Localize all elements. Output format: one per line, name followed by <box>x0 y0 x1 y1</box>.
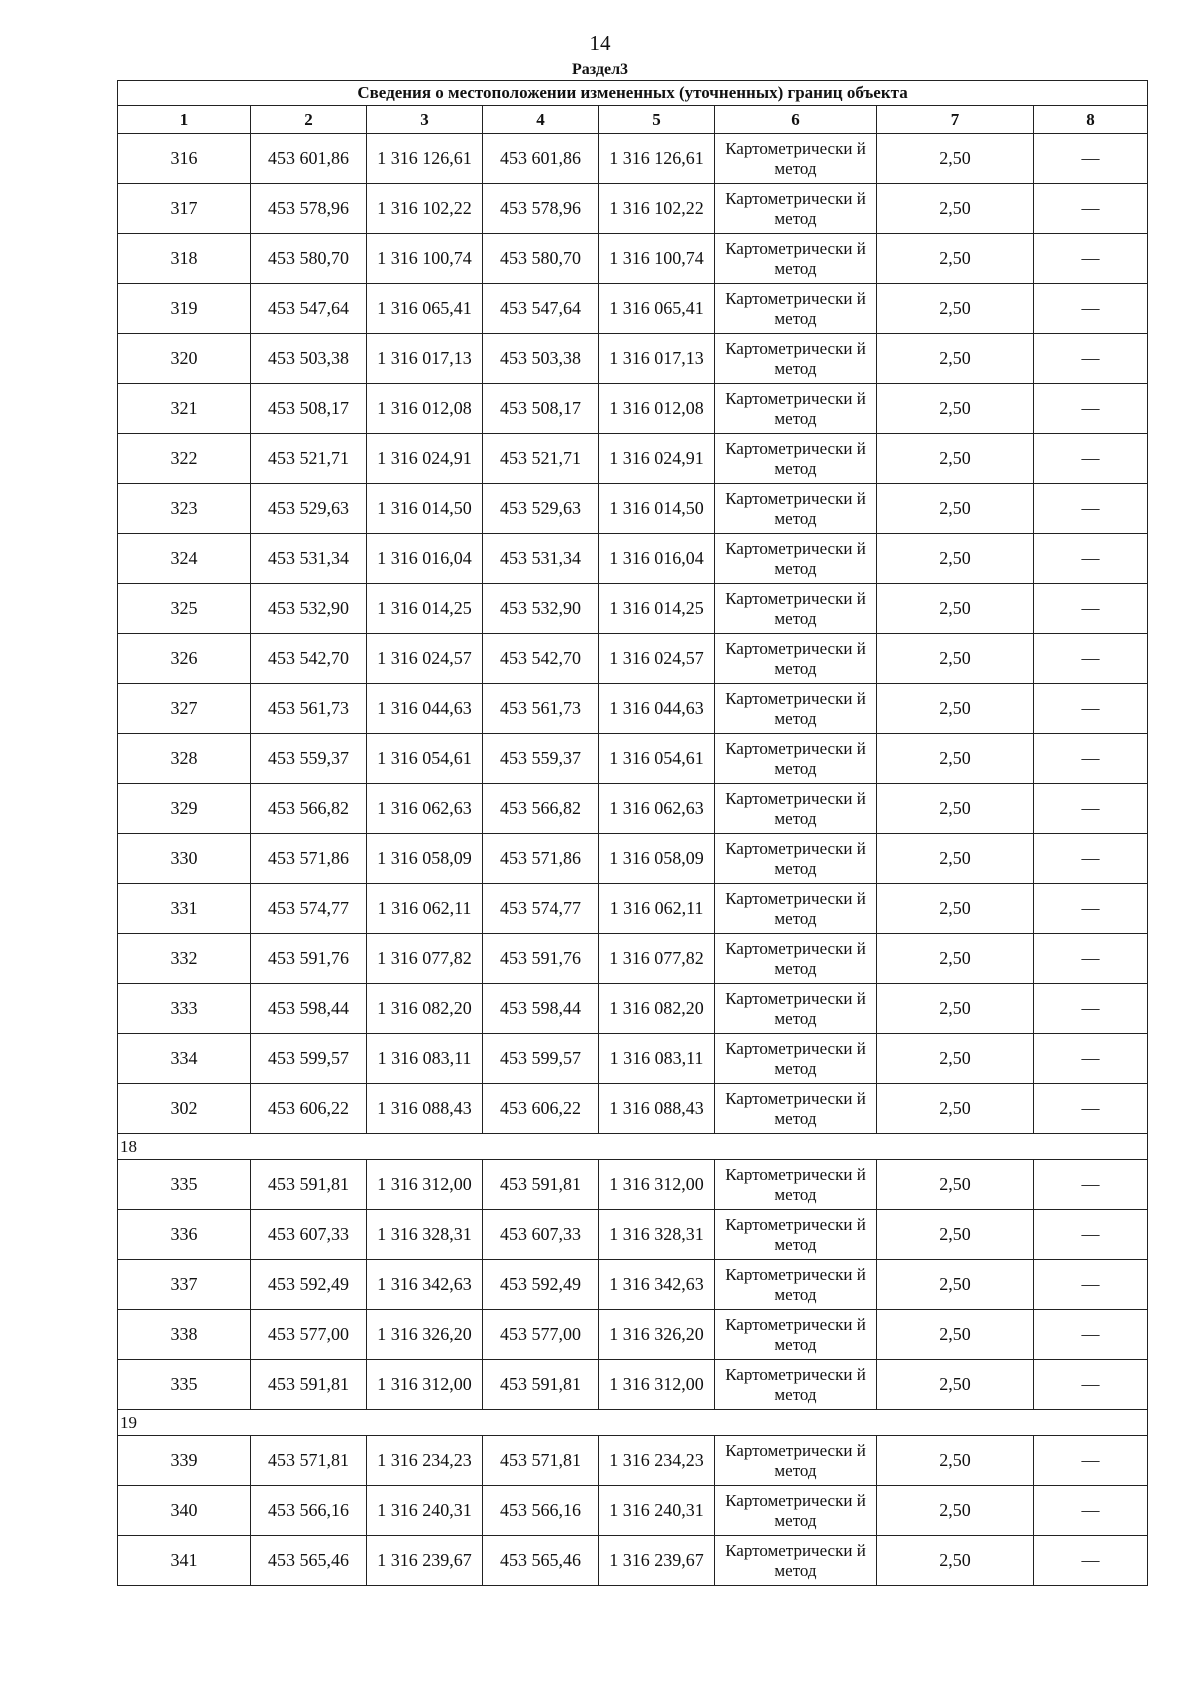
cell-col-4: 453 566,82 <box>483 784 599 834</box>
cell-col-3: 1 316 100,74 <box>367 234 483 284</box>
cell-col-6: Картометрически й метод <box>715 934 877 984</box>
column-header-4: 4 <box>483 106 599 134</box>
cell-col-4: 453 574,77 <box>483 884 599 934</box>
cell-col-7: 2,50 <box>877 834 1034 884</box>
cell-col-5: 1 316 234,23 <box>599 1436 715 1486</box>
cell-col-5: 1 316 102,22 <box>599 184 715 234</box>
cell-col-8: — <box>1034 1536 1148 1586</box>
table-row <box>118 1436 1148 1486</box>
cell-col-7: 2,50 <box>877 734 1034 784</box>
group-label: 18 <box>118 1134 1148 1160</box>
cell-col-1: 336 <box>118 1210 251 1260</box>
table-row <box>118 934 1148 984</box>
cell-col-5: 1 316 014,25 <box>599 584 715 634</box>
cell-col-3: 1 316 342,63 <box>367 1260 483 1310</box>
cell-col-2: 453 566,82 <box>251 784 367 834</box>
cell-col-7: 2,50 <box>877 1034 1034 1084</box>
cell-col-5: 1 316 126,61 <box>599 134 715 184</box>
cell-col-5: 1 316 062,63 <box>599 784 715 834</box>
cell-col-3: 1 316 312,00 <box>367 1360 483 1410</box>
cell-col-7: 2,50 <box>877 534 1034 584</box>
cell-col-4: 453 571,86 <box>483 834 599 884</box>
cell-col-2: 453 578,96 <box>251 184 367 234</box>
cell-col-1: 330 <box>118 834 251 884</box>
cell-col-3: 1 316 240,31 <box>367 1486 483 1536</box>
cell-col-2: 453 542,70 <box>251 634 367 684</box>
cell-col-8: — <box>1034 734 1148 784</box>
cell-col-7: 2,50 <box>877 1260 1034 1310</box>
cell-col-8: — <box>1034 834 1148 884</box>
cell-col-3: 1 316 016,04 <box>367 534 483 584</box>
cell-col-2: 453 599,57 <box>251 1034 367 1084</box>
cell-col-6: Картометрически й метод <box>715 184 877 234</box>
cell-col-3: 1 316 024,57 <box>367 634 483 684</box>
cell-col-6: Картометрически й метод <box>715 1436 877 1486</box>
cell-col-6: Картометрически й метод <box>715 984 877 1034</box>
cell-col-1: 340 <box>118 1486 251 1536</box>
cell-col-1: 317 <box>118 184 251 234</box>
cell-col-2: 453 503,38 <box>251 334 367 384</box>
table-row <box>118 1160 1148 1210</box>
cell-col-3: 1 316 054,61 <box>367 734 483 784</box>
cell-col-5: 1 316 062,11 <box>599 884 715 934</box>
cell-col-4: 453 606,22 <box>483 1084 599 1134</box>
cell-col-7: 2,50 <box>877 1310 1034 1360</box>
column-header-6: 6 <box>715 106 877 134</box>
cell-col-4: 453 571,81 <box>483 1436 599 1486</box>
cell-col-8: — <box>1034 684 1148 734</box>
cell-col-4: 453 561,73 <box>483 684 599 734</box>
cell-col-8: — <box>1034 634 1148 684</box>
cell-col-4: 453 591,81 <box>483 1360 599 1410</box>
cell-col-3: 1 316 126,61 <box>367 134 483 184</box>
cell-col-7: 2,50 <box>877 234 1034 284</box>
table-row <box>118 134 1148 184</box>
cell-col-6: Картометрически й метод <box>715 1034 877 1084</box>
column-header-8: 8 <box>1034 106 1148 134</box>
cell-col-2: 453 607,33 <box>251 1210 367 1260</box>
cell-col-1: 324 <box>118 534 251 584</box>
cell-col-6: Картометрически й метод <box>715 634 877 684</box>
cell-col-7: 2,50 <box>877 184 1034 234</box>
column-header-7: 7 <box>877 106 1034 134</box>
cell-col-4: 453 607,33 <box>483 1210 599 1260</box>
cell-col-5: 1 316 342,63 <box>599 1260 715 1310</box>
cell-col-5: 1 316 044,63 <box>599 684 715 734</box>
cell-col-5: 1 316 088,43 <box>599 1084 715 1134</box>
cell-col-4: 453 578,96 <box>483 184 599 234</box>
cell-col-2: 453 606,22 <box>251 1084 367 1134</box>
cell-col-5: 1 316 312,00 <box>599 1360 715 1410</box>
cell-col-1: 328 <box>118 734 251 784</box>
cell-col-3: 1 316 062,11 <box>367 884 483 934</box>
cell-col-1: 332 <box>118 934 251 984</box>
cell-col-8: — <box>1034 284 1148 334</box>
cell-col-4: 453 508,17 <box>483 384 599 434</box>
cell-col-8: — <box>1034 1160 1148 1210</box>
cell-col-6: Картометрически й метод <box>715 1260 877 1310</box>
cell-col-7: 2,50 <box>877 1084 1034 1134</box>
cell-col-3: 1 316 014,25 <box>367 584 483 634</box>
cell-col-6: Картометрически й метод <box>715 134 877 184</box>
column-header-5: 5 <box>599 106 715 134</box>
cell-col-3: 1 316 062,63 <box>367 784 483 834</box>
cell-col-4: 453 547,64 <box>483 284 599 334</box>
cell-col-2: 453 559,37 <box>251 734 367 784</box>
table-row <box>118 1034 1148 1084</box>
cell-col-1: 329 <box>118 784 251 834</box>
cell-col-3: 1 316 065,41 <box>367 284 483 334</box>
cell-col-3: 1 316 102,22 <box>367 184 483 234</box>
cell-col-7: 2,50 <box>877 1486 1034 1536</box>
cell-col-6: Картометрически й метод <box>715 1310 877 1360</box>
cell-col-3: 1 316 014,50 <box>367 484 483 534</box>
cell-col-8: — <box>1034 484 1148 534</box>
cell-col-3: 1 316 326,20 <box>367 1310 483 1360</box>
cell-col-7: 2,50 <box>877 484 1034 534</box>
cell-col-5: 1 316 017,13 <box>599 334 715 384</box>
cell-col-1: 302 <box>118 1084 251 1134</box>
cell-col-4: 453 531,34 <box>483 534 599 584</box>
cell-col-3: 1 316 083,11 <box>367 1034 483 1084</box>
cell-col-8: — <box>1034 334 1148 384</box>
table-row <box>118 1084 1148 1134</box>
cell-col-8: — <box>1034 984 1148 1034</box>
cell-col-8: — <box>1034 184 1148 234</box>
cell-col-7: 2,50 <box>877 684 1034 734</box>
cell-col-5: 1 316 024,91 <box>599 434 715 484</box>
boundary-table <box>117 80 1148 1586</box>
group-label: 19 <box>118 1410 1148 1436</box>
cell-col-3: 1 316 017,13 <box>367 334 483 384</box>
table-row <box>118 1536 1148 1586</box>
cell-col-5: 1 316 328,31 <box>599 1210 715 1260</box>
cell-col-4: 453 592,49 <box>483 1260 599 1310</box>
cell-col-7: 2,50 <box>877 284 1034 334</box>
cell-col-6: Картометрически й метод <box>715 234 877 284</box>
cell-col-7: 2,50 <box>877 1360 1034 1410</box>
cell-col-6: Картометрически й метод <box>715 334 877 384</box>
cell-col-2: 453 574,77 <box>251 884 367 934</box>
cell-col-6: Картометрически й метод <box>715 284 877 334</box>
cell-col-8: — <box>1034 1210 1148 1260</box>
cell-col-4: 453 601,86 <box>483 134 599 184</box>
table-row <box>118 734 1148 784</box>
cell-col-4: 453 559,37 <box>483 734 599 784</box>
cell-col-2: 453 508,17 <box>251 384 367 434</box>
cell-col-5: 1 316 058,09 <box>599 834 715 884</box>
cell-col-4: 453 599,57 <box>483 1034 599 1084</box>
table-row <box>118 284 1148 334</box>
table-row <box>118 1360 1148 1410</box>
cell-col-8: — <box>1034 1360 1148 1410</box>
column-header-3: 3 <box>367 106 483 134</box>
cell-col-5: 1 316 016,04 <box>599 534 715 584</box>
cell-col-8: — <box>1034 384 1148 434</box>
cell-col-8: — <box>1034 1084 1148 1134</box>
cell-col-5: 1 316 082,20 <box>599 984 715 1034</box>
cell-col-1: 333 <box>118 984 251 1034</box>
cell-col-4: 453 566,16 <box>483 1486 599 1536</box>
group-row <box>118 1410 1148 1436</box>
table-row <box>118 784 1148 834</box>
cell-col-6: Картометрически й метод <box>715 384 877 434</box>
cell-col-5: 1 316 077,82 <box>599 934 715 984</box>
cell-col-1: 319 <box>118 284 251 334</box>
cell-col-7: 2,50 <box>877 134 1034 184</box>
cell-col-8: — <box>1034 1436 1148 1486</box>
cell-col-2: 453 571,86 <box>251 834 367 884</box>
cell-col-7: 2,50 <box>877 584 1034 634</box>
table-row <box>118 984 1148 1034</box>
cell-col-1: 339 <box>118 1436 251 1486</box>
cell-col-2: 453 561,73 <box>251 684 367 734</box>
cell-col-4: 453 591,81 <box>483 1160 599 1210</box>
section-title: Раздел3 <box>571 61 629 78</box>
cell-col-1: 318 <box>118 234 251 284</box>
cell-col-2: 453 566,16 <box>251 1486 367 1536</box>
table-row <box>118 184 1148 234</box>
cell-col-2: 453 547,64 <box>251 284 367 334</box>
cell-col-5: 1 316 054,61 <box>599 734 715 784</box>
cell-col-6: Картометрически й метод <box>715 834 877 884</box>
cell-col-3: 1 316 012,08 <box>367 384 483 434</box>
table-row <box>118 1310 1148 1360</box>
cell-col-8: — <box>1034 784 1148 834</box>
cell-col-4: 453 521,71 <box>483 434 599 484</box>
cell-col-8: — <box>1034 934 1148 984</box>
cell-col-1: 335 <box>118 1360 251 1410</box>
table-row <box>118 584 1148 634</box>
cell-col-2: 453 598,44 <box>251 984 367 1034</box>
cell-col-4: 453 529,63 <box>483 484 599 534</box>
cell-col-5: 1 316 083,11 <box>599 1034 715 1084</box>
table-row <box>118 234 1148 284</box>
table-row <box>118 384 1148 434</box>
cell-col-6: Картометрически й метод <box>715 434 877 484</box>
cell-col-4: 453 542,70 <box>483 634 599 684</box>
cell-col-6: Картометрически й метод <box>715 1084 877 1134</box>
cell-col-1: 321 <box>118 384 251 434</box>
cell-col-1: 341 <box>118 1536 251 1586</box>
cell-col-2: 453 591,81 <box>251 1360 367 1410</box>
cell-col-1: 337 <box>118 1260 251 1310</box>
cell-col-6: Картометрически й метод <box>715 1486 877 1536</box>
cell-col-4: 453 565,46 <box>483 1536 599 1586</box>
cell-col-1: 327 <box>118 684 251 734</box>
cell-col-8: — <box>1034 584 1148 634</box>
table-row <box>118 484 1148 534</box>
cell-col-4: 453 598,44 <box>483 984 599 1034</box>
cell-col-7: 2,50 <box>877 784 1034 834</box>
cell-col-5: 1 316 312,00 <box>599 1160 715 1210</box>
cell-col-2: 453 591,81 <box>251 1160 367 1210</box>
group-row <box>118 1134 1148 1160</box>
cell-col-8: — <box>1034 1486 1148 1536</box>
cell-col-2: 453 591,76 <box>251 934 367 984</box>
cell-col-8: — <box>1034 884 1148 934</box>
table-row <box>118 334 1148 384</box>
cell-col-4: 453 591,76 <box>483 934 599 984</box>
table-row <box>118 434 1148 484</box>
cell-col-5: 1 316 100,74 <box>599 234 715 284</box>
cell-col-5: 1 316 012,08 <box>599 384 715 434</box>
cell-col-7: 2,50 <box>877 1536 1034 1586</box>
cell-col-1: 325 <box>118 584 251 634</box>
table-row <box>118 1486 1148 1536</box>
cell-col-2: 453 565,46 <box>251 1536 367 1586</box>
table-row <box>118 634 1148 684</box>
cell-col-7: 2,50 <box>877 1210 1034 1260</box>
cell-col-6: Картометрически й метод <box>715 584 877 634</box>
cell-col-8: — <box>1034 1034 1148 1084</box>
cell-col-6: Картометрически й метод <box>715 1210 877 1260</box>
cell-col-1: 335 <box>118 1160 251 1210</box>
cell-col-4: 453 532,90 <box>483 584 599 634</box>
column-header-1: 1 <box>118 106 251 134</box>
table-row <box>118 884 1148 934</box>
cell-col-3: 1 316 088,43 <box>367 1084 483 1134</box>
cell-col-7: 2,50 <box>877 1436 1034 1486</box>
cell-col-2: 453 577,00 <box>251 1310 367 1360</box>
cell-col-1: 322 <box>118 434 251 484</box>
cell-col-8: — <box>1034 134 1148 184</box>
cell-col-8: — <box>1034 534 1148 584</box>
cell-col-5: 1 316 239,67 <box>599 1536 715 1586</box>
cell-col-8: — <box>1034 234 1148 284</box>
cell-col-1: 316 <box>118 134 251 184</box>
cell-col-3: 1 316 077,82 <box>367 934 483 984</box>
cell-col-6: Картометрически й метод <box>715 884 877 934</box>
cell-col-3: 1 316 082,20 <box>367 984 483 1034</box>
cell-col-6: Картометрически й метод <box>715 534 877 584</box>
cell-col-6: Картометрически й метод <box>715 484 877 534</box>
cell-col-5: 1 316 065,41 <box>599 284 715 334</box>
cell-col-2: 453 521,71 <box>251 434 367 484</box>
cell-col-7: 2,50 <box>877 634 1034 684</box>
cell-col-7: 2,50 <box>877 984 1034 1034</box>
cell-col-2: 453 532,90 <box>251 584 367 634</box>
table-row <box>118 1260 1148 1310</box>
column-header-2: 2 <box>251 106 367 134</box>
cell-col-8: — <box>1034 1260 1148 1310</box>
cell-col-5: 1 316 024,57 <box>599 634 715 684</box>
cell-col-6: Картометрически й метод <box>715 784 877 834</box>
cell-col-3: 1 316 234,23 <box>367 1436 483 1486</box>
cell-col-4: 453 577,00 <box>483 1310 599 1360</box>
cell-col-6: Картометрически й метод <box>715 1360 877 1410</box>
cell-col-1: 323 <box>118 484 251 534</box>
cell-col-7: 2,50 <box>877 884 1034 934</box>
cell-col-2: 453 531,34 <box>251 534 367 584</box>
cell-col-1: 338 <box>118 1310 251 1360</box>
cell-col-7: 2,50 <box>877 934 1034 984</box>
cell-col-5: 1 316 326,20 <box>599 1310 715 1360</box>
cell-col-3: 1 316 239,67 <box>367 1536 483 1586</box>
cell-col-4: 453 503,38 <box>483 334 599 384</box>
cell-col-3: 1 316 044,63 <box>367 684 483 734</box>
cell-col-3: 1 316 312,00 <box>367 1160 483 1210</box>
cell-col-2: 453 592,49 <box>251 1260 367 1310</box>
table-row <box>118 834 1148 884</box>
cell-col-7: 2,50 <box>877 434 1034 484</box>
cell-col-2: 453 529,63 <box>251 484 367 534</box>
page-number: 14 <box>589 31 611 55</box>
cell-col-3: 1 316 328,31 <box>367 1210 483 1260</box>
cell-col-1: 326 <box>118 634 251 684</box>
cell-col-5: 1 316 014,50 <box>599 484 715 534</box>
cell-col-1: 320 <box>118 334 251 384</box>
table-row <box>118 1210 1148 1260</box>
cell-col-6: Картометрически й метод <box>715 1160 877 1210</box>
cell-col-7: 2,50 <box>877 384 1034 434</box>
cell-col-8: — <box>1034 1310 1148 1360</box>
cell-col-6: Картометрически й метод <box>715 734 877 784</box>
cell-col-7: 2,50 <box>877 1160 1034 1210</box>
cell-col-8: — <box>1034 434 1148 484</box>
cell-col-2: 453 601,86 <box>251 134 367 184</box>
cell-col-2: 453 571,81 <box>251 1436 367 1486</box>
cell-col-2: 453 580,70 <box>251 234 367 284</box>
cell-col-1: 334 <box>118 1034 251 1084</box>
table-row <box>118 534 1148 584</box>
table-row <box>118 684 1148 734</box>
cell-col-4: 453 580,70 <box>483 234 599 284</box>
column-header-row <box>118 106 1148 134</box>
table-title: Сведения о местоположении измененных (уточненных) границ объекта <box>118 81 1148 106</box>
cell-col-5: 1 316 240,31 <box>599 1486 715 1536</box>
cell-col-7: 2,50 <box>877 334 1034 384</box>
cell-col-6: Картометрически й метод <box>715 684 877 734</box>
cell-col-3: 1 316 024,91 <box>367 434 483 484</box>
cell-col-3: 1 316 058,09 <box>367 834 483 884</box>
cell-col-6: Картометрически й метод <box>715 1536 877 1586</box>
cell-col-1: 331 <box>118 884 251 934</box>
